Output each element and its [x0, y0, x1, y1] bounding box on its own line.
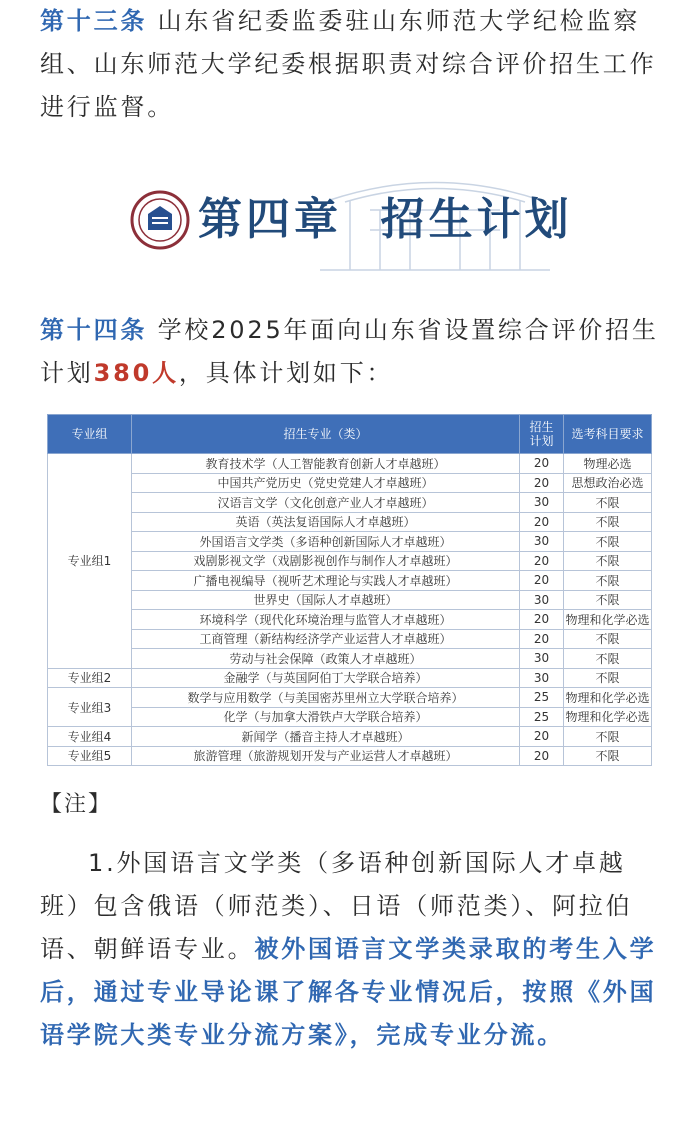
major-cell: 环境科学（现代化环境治理与监管人才卓越班） — [132, 610, 520, 630]
plan-cell: 25 — [520, 688, 564, 708]
major-cell: 世界史（国际人才卓越班） — [132, 590, 520, 610]
plan-cell: 20 — [520, 551, 564, 571]
header-plan-line2: 计划 — [529, 434, 554, 448]
table-row — [48, 454, 652, 474]
plan-total: 380人 — [93, 359, 179, 387]
table-header-row — [48, 415, 652, 454]
table-row — [48, 512, 652, 532]
group-cell: 专业组5 — [48, 746, 132, 766]
subject-cell: 不限 — [564, 668, 652, 688]
subject-cell: 不限 — [564, 727, 652, 747]
article-13 — [40, 0, 664, 129]
plan-cell: 20 — [520, 512, 564, 532]
major-cell: 外国语言文学类（多语种创新国际人才卓越班） — [132, 532, 520, 552]
header-group: 专业组 — [48, 415, 132, 454]
table-row — [48, 629, 652, 649]
article-14-heading: 第十四条 — [40, 316, 148, 344]
subject-cell: 物理和化学必选 — [564, 610, 652, 630]
plan-cell: 20 — [520, 610, 564, 630]
major-cell: 金融学（与英国阿伯丁大学联合培养） — [132, 668, 520, 688]
table-row — [48, 610, 652, 630]
plan-cell: 30 — [520, 649, 564, 669]
subject-cell: 不限 — [564, 649, 652, 669]
chapter-title: 第四章 招生计划 — [198, 194, 573, 245]
table-row — [48, 688, 652, 708]
table-row — [48, 707, 652, 727]
plan-cell: 20 — [520, 571, 564, 591]
article-14 — [40, 309, 664, 395]
article-14-text: 学校2025年面向山东省设置综合评价招生计划 — [40, 316, 659, 387]
major-cell: 教育技术学（人工智能教育创新人才卓越班） — [132, 454, 520, 474]
subject-cell: 物理和化学必选 — [564, 688, 652, 708]
plan-cell: 25 — [520, 707, 564, 727]
subject-cell: 不限 — [564, 746, 652, 766]
group-cell: 专业组2 — [48, 668, 132, 688]
plan-cell: 20 — [520, 629, 564, 649]
subject-cell: 不限 — [564, 493, 652, 513]
table-row — [48, 473, 652, 493]
plan-cell: 30 — [520, 668, 564, 688]
group-cell: 专业组4 — [48, 727, 132, 747]
table-row — [48, 493, 652, 513]
plan-cell: 30 — [520, 532, 564, 552]
table-row — [48, 571, 652, 591]
subject-cell: 物理和化学必选 — [564, 707, 652, 727]
chapter-header — [130, 160, 573, 280]
plan-cell: 20 — [520, 727, 564, 747]
subject-cell: 不限 — [564, 590, 652, 610]
subject-cell: 不限 — [564, 571, 652, 591]
table-row — [48, 668, 652, 688]
table-row — [48, 551, 652, 571]
major-cell: 化学（与加拿大滑铁卢大学联合培养） — [132, 707, 520, 727]
major-cell: 汉语言文学（文化创意产业人才卓越班） — [132, 493, 520, 513]
plan-cell: 30 — [520, 493, 564, 513]
header-plan-line1: 招生 — [529, 420, 554, 434]
article-14-text-end: ，具体计划如下： — [178, 359, 394, 387]
header-plan — [520, 415, 564, 454]
subject-cell: 物理必选 — [564, 454, 652, 474]
article-13-text: 山东省纪委监委驻山东师范大学纪检监察组、山东师范大学纪委根据职责对综合评价招生工作进行监督。 — [40, 7, 657, 121]
major-cell: 旅游管理（旅游规划开发与产业运营人才卓越班） — [132, 746, 520, 766]
table-row — [48, 590, 652, 610]
subject-cell: 不限 — [564, 512, 652, 532]
plan-cell: 20 — [520, 454, 564, 474]
note-text: 1.外国语言文学类（多语种创新国际人才卓越班）包含俄语（师范类）、日语（师范类）、阿拉伯语、朝鲜语专业。 — [40, 849, 633, 963]
group-cell: 专业组3 — [48, 688, 132, 727]
university-emblem-icon — [130, 190, 190, 250]
table-row — [48, 746, 652, 766]
group-cell: 专业组1 — [48, 454, 132, 669]
subject-cell: 不限 — [564, 551, 652, 571]
plan-cell: 20 — [520, 746, 564, 766]
major-cell: 英语（英法复语国际人才卓越班） — [132, 512, 520, 532]
major-cell: 数学与应用数学（与美国密苏里州立大学联合培养） — [132, 688, 520, 708]
note-paragraph — [40, 842, 664, 1057]
major-cell: 工商管理（新结构经济学产业运营人才卓越班） — [132, 629, 520, 649]
table-row — [48, 649, 652, 669]
enrollment-plan-table — [47, 414, 652, 766]
table-row — [48, 532, 652, 552]
subject-cell: 思想政治必选 — [564, 473, 652, 493]
major-cell: 戏剧影视文学（戏剧影视创作与制作人才卓越班） — [132, 551, 520, 571]
major-cell: 劳动与社会保障（政策人才卓越班） — [132, 649, 520, 669]
major-cell: 新闻学（播音主持人才卓越班） — [132, 727, 520, 747]
major-cell: 中国共产党历史（党史党建人才卓越班） — [132, 473, 520, 493]
table-row — [48, 727, 652, 747]
major-cell: 广播电视编导（视听艺术理论与实践人才卓越班） — [132, 571, 520, 591]
subject-cell: 不限 — [564, 629, 652, 649]
plan-cell: 30 — [520, 590, 564, 610]
header-major: 招生专业（类） — [132, 415, 520, 454]
header-subject: 选考科目要求 — [564, 415, 652, 454]
note-label: 【注】 — [40, 792, 113, 817]
article-13-heading: 第十三条 — [40, 7, 148, 35]
subject-cell: 不限 — [564, 532, 652, 552]
plan-cell: 20 — [520, 473, 564, 493]
note-highlight: 被外国语言文学类录取的考生入学后，通过专业导论课了解各专业情况后，按照《外国语学院大类专业分流方案》，完成专业分流。 — [40, 935, 657, 1049]
